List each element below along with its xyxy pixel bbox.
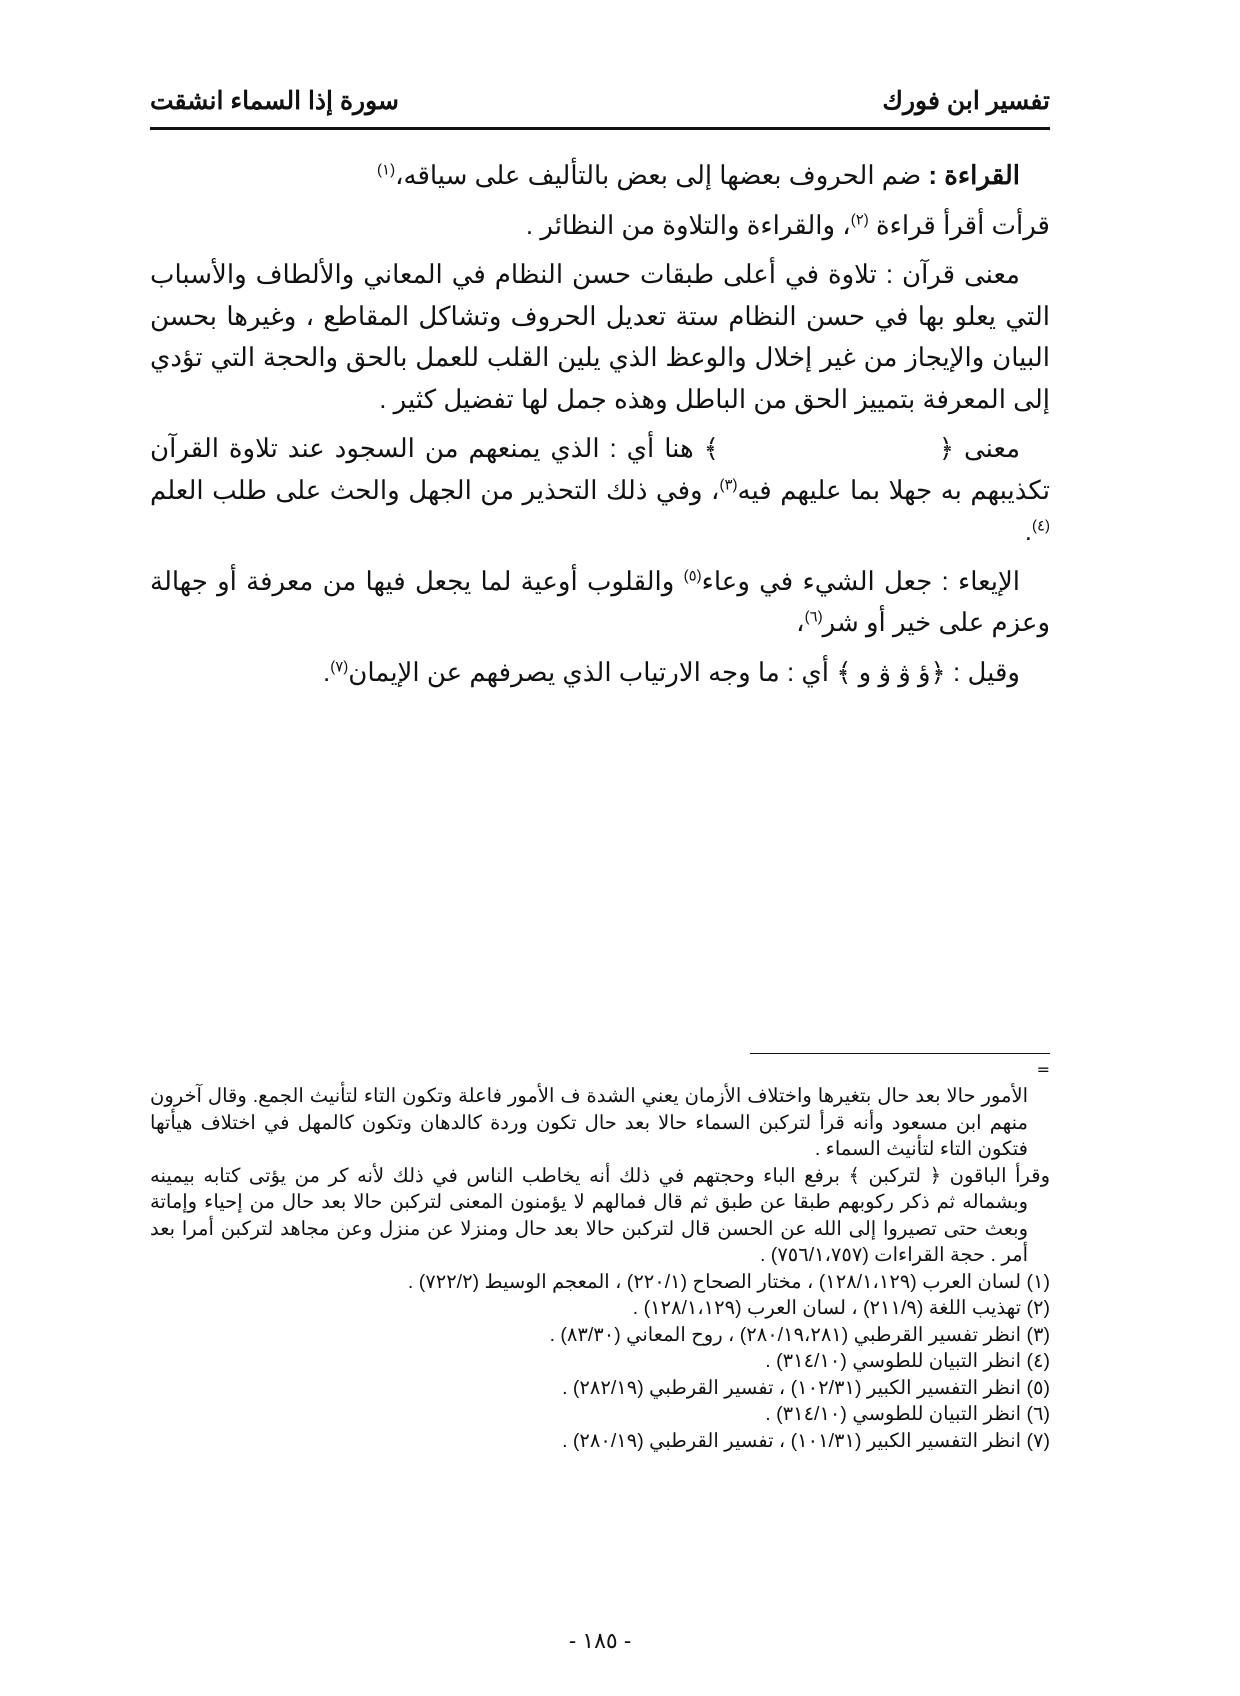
page-number: - ١٨٥ - (568, 1628, 632, 1653)
footnote-ref: (٣) (719, 475, 738, 493)
paragraph-iaa (150, 561, 1050, 644)
paragraph-qara-a (150, 205, 1050, 247)
surah-title: سورة إذا السماء انشقت (150, 87, 399, 115)
footnote-1: (١) لسان العرب (١٢٨/١،١٢٩) ، مختار الصحاح (٢٢٠/١) ، المعجم الوسيط (٧٢٢/٢) . (407, 1270, 1050, 1293)
footnote-ref: (٢) (850, 210, 869, 228)
footnote-3: (٣) انظر تفسير القرطبي (٢٨٠/١٩،٢٨١) ، روح المعاني (٨٣/٣٠) . (549, 1323, 1050, 1346)
footnote-ref: (١) (377, 161, 396, 179)
footnote-7: (٧) انظر التفسير الكبير (١٠١/٣١) ، تفسير القرطبي (٢٨٠/١٩) . (562, 1429, 1050, 1452)
term-qiraah: القراءة : (928, 160, 1020, 190)
paragraph-sujud (150, 428, 1050, 553)
paragraph-irtiyab (150, 652, 1050, 694)
paragraph-text: . (322, 656, 331, 687)
paragraph-text: ، وفي ذلك التحذير من الجهل والحث على طلب العلم (150, 474, 720, 505)
paragraph-qiraah (150, 155, 1050, 197)
paragraph-text: . (1024, 516, 1032, 546)
paragraph-text: ضم الحروف بعضها إلى بعض بالتأليف على سياقه، (395, 160, 922, 190)
paragraph-text: الإيعاء : جعل الشيء في وعاء (701, 565, 1020, 596)
footnote-ref: (٧) (330, 657, 349, 675)
footnote-ref: (٥) (683, 566, 702, 584)
paragraph-text: ﴾ هنا أي : الذي يمنعهم من السجود عند تلاوة القرآن تكذيبهم به جهلا بما عليهم فيه (150, 433, 1050, 505)
footnote-6: (٦) انظر التبيان للطوسي (٣١٤/١٠) . (765, 1403, 1050, 1425)
footnote-2: (٢) تهذيب اللغة (٢١١/٩) ، لسان العرب (١٢٨/١،١٢٩) . (632, 1297, 1050, 1319)
paragraph-text: ، والقراءة والتلاوة من النظائر . (525, 209, 851, 240)
paragraph-text: معنى قرآن : تلاوة في أعلى طبقات حسن النظام في المعاني والألطاف والأسباب التي يعلو بها في حسن النظام ستة تعديل الحروف وتشاكل المقاطع ، وغيرها بحسن البيان والإيجاز من غير إخلال والوعظ الذي يلين القلب للعمل بالحق والحجة التي تؤدي إلى المعرفة بتمييز الحق من الباطل وهذه جمل لها تفضيل كثير . (150, 259, 1050, 414)
main-text (150, 155, 1050, 701)
footnote-4: (٤) انظر التبيان للطوسي (٣١٤/١٠) . (765, 1350, 1050, 1372)
header-rule (150, 127, 1050, 130)
footnote-ref: (٤) (1031, 517, 1050, 535)
running-header (150, 86, 1050, 126)
footnote-ref: (٦) (804, 608, 823, 626)
book-title: تفسير ابن فورك (882, 87, 1050, 115)
paragraph-text: وقيل : ﴿ؤ ۋ ۋ و ﴾ أي : ما وجه الارتياب الذي يصرفهم عن الإيمان (348, 656, 1020, 687)
paragraph-text: ، (796, 607, 805, 637)
footnote-continuation: وقرأ الباقون ﴿ لتركبن ﴾ برفع الباء وحجتهم في ذلك أنه يخاطب الناس في ذلك لأنه كر من يؤتى كتابه بيمينه وبشماله ثم ذكر ركوبهم طبقا عن طبق ثم قال فمالهم لا يؤمنون المعنى لتركبن حالا بعد حال من إحياء وإماتة وبعث حتى تصيروا إلى الله عن الحسن قال لتركبن حالا بعد حال ومنزلا عن منزل وعن مجاهد لتركبن أمرا بعد أمر . حجة القراءات (٧٥٦/١،٧٥٧) . (150, 1164, 1050, 1266)
footnote-continuation-mark: = (1036, 1060, 1050, 1079)
paragraph-text: معنى ﴿ (938, 433, 1021, 463)
page (150, 0, 1050, 1696)
footnote-continuation: الأمور حالا بعد حال بتغيرها واختلاف الأزمان يعني الشدة ف الأمور فاعلة وتكون التاء لتأنيث الجمع. وقال آخرون منهم ابن مسعود وأنه قرأ لتركبن السماء حالا بعد حال تكون وردة كالدهان وتكون كالمهل في اختلاف هيأتها فتكون التاء لتأنيث السماء . (150, 1085, 1028, 1160)
paragraph-text: والقلوب أوعية لما يجعل فيها من معرفة أو جهالة وعزم على خير أو شر (150, 565, 1050, 637)
paragraph-text: قرأت أقرأ قراءة (876, 209, 1050, 240)
footnote-5: (٥) انظر التفسير الكبير (١٠٢/٣١) ، تفسير القرطبي (٢٨٢/١٩) . (562, 1376, 1050, 1399)
footnote-separator (750, 1053, 1050, 1054)
footnotes (150, 1083, 1050, 1454)
paragraph-quran-meaning (150, 254, 1050, 420)
